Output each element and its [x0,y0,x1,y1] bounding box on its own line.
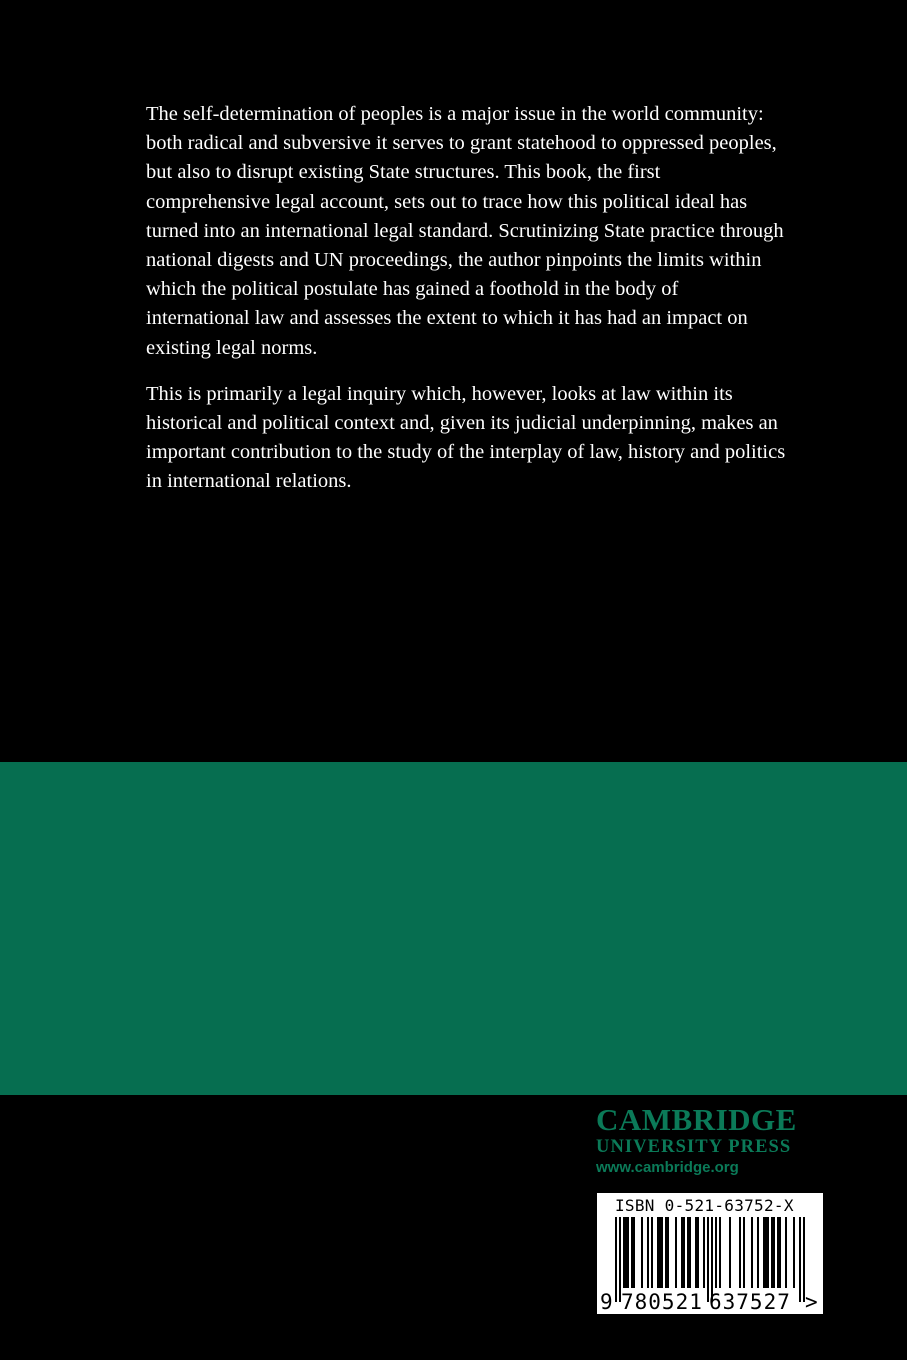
barcode-bar [695,1217,697,1288]
barcode-bar [675,1217,677,1288]
blurb-paragraph-2: This is primarily a legal inquiry which, however, looks at law within its historical and political context and, given its judicial underpinning, makes an important contribution to the study of the interplay of law, history and politics in international relations. [146,382,786,493]
barcode-guard-bar [615,1217,617,1302]
green-color-band [0,762,907,1095]
barcode-bar [657,1217,659,1288]
barcode-guard-bar [799,1217,801,1302]
barcode-bar [625,1217,627,1288]
ean-right-digits: 637527 [709,1290,791,1314]
barcode-bar [687,1217,689,1288]
barcode-bar [647,1217,649,1288]
barcode-bar [651,1217,653,1288]
ean-arrow: > [805,1290,818,1314]
barcode-bar [659,1217,661,1288]
barcode-bar [793,1217,795,1288]
barcode-bar [627,1217,629,1288]
barcode-bar [779,1217,781,1288]
barcode-bar [719,1217,721,1288]
ean-first-digit: 9 [600,1290,613,1314]
barcode-bar [743,1217,745,1288]
back-cover-blurb [146,100,786,514]
barcode-bar [683,1217,685,1288]
barcode-bar [623,1217,625,1288]
barcode-bar [703,1217,705,1288]
barcode-bar [715,1217,717,1288]
barcode-bar [785,1217,787,1288]
barcode-bar [767,1217,769,1288]
barcode-bar [641,1217,643,1288]
barcode-bar [633,1217,635,1288]
barcode-bar [773,1217,775,1288]
barcode-bar [771,1217,773,1288]
barcode-bar [631,1217,633,1288]
barcode-bar [765,1217,767,1288]
publisher-url: www.cambridge.org [596,1159,739,1176]
barcode-bar [763,1217,765,1288]
publisher-name: CAMBRIDGE [596,1102,797,1137]
isbn-barcode [597,1193,823,1314]
publisher-logo [596,1103,826,1178]
barcode-bar [757,1217,759,1288]
barcode-bar [667,1217,669,1288]
isbn-label: ISBN 0-521-63752-X [615,1196,794,1215]
ean-left-digits: 780521 [621,1290,703,1314]
barcode-bar [729,1217,731,1288]
blurb-paragraph-1: The self-determination of peoples is a major issue in the world community: both radical and subversive it serves to grant statehood to oppressed peoples, but also to disrupt existing State structures. This book, the first comprehensive legal account, sets out to trace how this political ideal has turned into an international legal standard. Scrutinizing State practice through national digests and UN proceedings, the author pinpoints the limits within which the political postulate has gained a foothold in the body of international law and assesses the extent to which it has had an impact on existing legal norms. [146,103,784,359]
barcode-bar [751,1217,753,1288]
barcode-bar [681,1217,683,1288]
barcode-bar [665,1217,667,1288]
barcode-bar [777,1217,779,1288]
barcode-bar [689,1217,691,1288]
publisher-subname: UNIVERSITY PRESS [596,1137,792,1157]
barcode-bar [697,1217,699,1288]
barcode-bar [739,1217,741,1288]
barcode-bar [661,1217,663,1288]
